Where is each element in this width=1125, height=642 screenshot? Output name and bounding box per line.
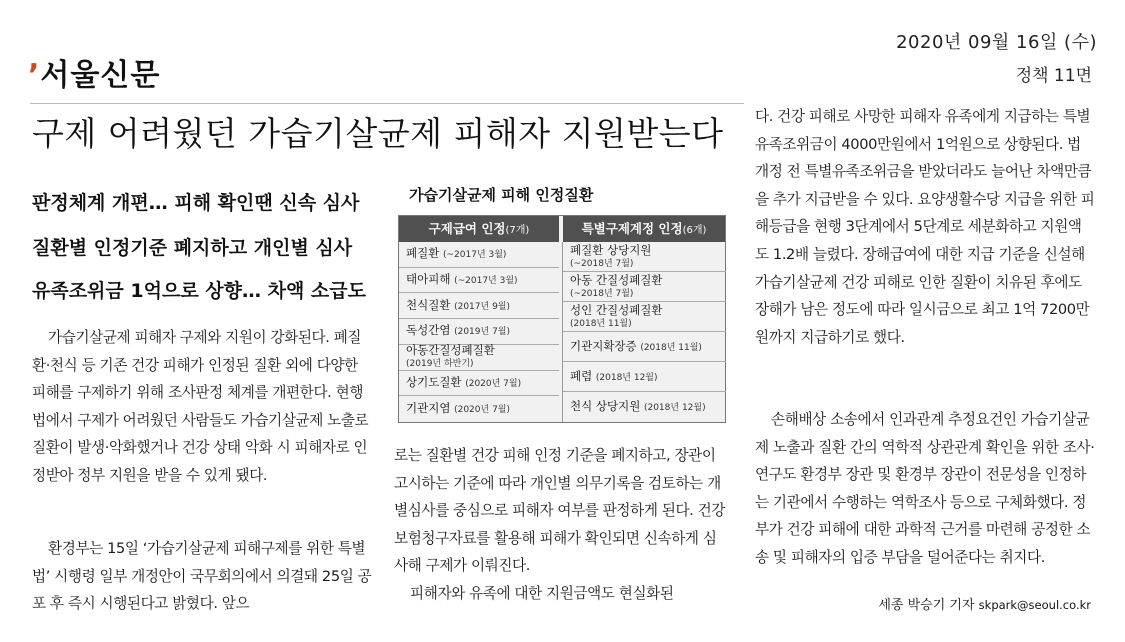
body-col3-para1: 다. 건강 피해로 사망한 피해자 유족에게 지급하는 특별유족조위금이 4000만원에서 1억원으로 상향된다. 법 개정 전 특별유족조위금을 받았더라도 늘어난 차액만큼을 추가 지급받을 수 있다. 요양생활수당 지급을 위한 피해등급을 현행 3단계에서 5단계로 세분화하고 지원액도 1.2배 늘렸다. 장해급여에 대한 지급 기준을 신설해 가습기살균제 건강 피해로 인한 질환이 치유된 후에도 장해가 남은 정도에 따라 일시금으로 최고 1억 7200만원까지 지급하기로 했다. [755,108,1095,346]
disease-name: 독성간염 [406,323,451,338]
subhead-2: 질환별 인정기준 폐지하고 개인별 심사 [32,237,353,259]
table-cell-right [563,242,726,272]
disease-date: (2018년 11월) [570,318,632,329]
section-page: 정책 11면 [1015,66,1092,86]
disease-name: 성인 간질성폐질환 [570,302,663,317]
disease-name: 아동 간질성폐질환 [570,272,663,287]
table-cell-right [563,362,726,392]
table-cell-right [563,332,726,362]
table-cell-right [563,272,726,302]
table-title: 가습기살균제 피해 인정질환 [409,186,594,204]
table-cell-left [399,396,559,422]
byline-email: skpark@seoul.co.kr [978,598,1091,612]
disease-date: (2019년 7월) [454,327,510,338]
disease-name: 아동간질성폐질환 [406,343,495,358]
disease-name: 폐질환 [406,246,440,261]
subhead-3: 유족조위금 1억으로 상향… 차액 소급도 [32,280,366,302]
headline: 구제 어려웠던 가습기살균제 피해자 지원받는다 [32,114,724,153]
disease-name: 천식 상당지원 [570,399,641,413]
newspaper-logo [28,50,160,94]
disease-name: 태아피해 [406,272,451,287]
body-col1-para1: 가습기살균제 피해자 구제와 지원이 강화된다. 폐질환·천식 등 기존 건강 피해가 인정된 질환 외에 다양한 피해를 구제하기 위해 조사판정 체계를 개편한다. 현행법에서 구제가 어려웠던 사람들도 가습기살균제 노출로 질환이 발생·악화했거나 건강 상태 악화 시 피해자로 인정받아 정부 지원을 받을 수 있게 됐다. [32,329,369,484]
disease-date: (2020년 7월) [454,405,510,416]
disease-date: (~2017년 3월) [442,250,507,261]
body-col2-para1: 로는 질환별 건강 피해 인정 기준을 폐지하고, 장관이 고시하는 기준에 따라 개인별 의무기록을 검토하는 개별심사를 중심으로 피해자 여부를 판정하게 된다. 건강보험청구자료를 활용해 피해가 확인되면 신속하게 심사해 구제가 이뤄진다. [394,447,726,575]
disease-name: 상기도질환 [406,374,462,389]
byline-name: 세종 박승기 기자 [878,598,975,613]
disease-date: (2018년 12월) [643,403,706,413]
disease-date: (2018년 12월) [595,372,658,383]
table-cell-right [563,302,726,332]
table-header-right: 특별구제계정 인정(6개) [563,216,725,242]
body-col2-para2: 피해자와 유족에 대한 지원금액도 현실화된 [410,585,674,602]
disease-date: (~2018년 7월) [570,288,634,299]
table-header-left: 구제급여 인정(7개) [399,216,559,242]
table-column-right [562,242,726,422]
table-cell-left [399,242,559,268]
table-cell-right [563,392,726,422]
table-cell-left [399,319,559,345]
headline-divider [30,103,744,104]
body-col3-para2: 손해배상 소송에서 인과관계 추정요건인 가습기살균제 노출과 질환 간의 역학적 상관관계 확인을 위한 조사·연구도 환경부 장관 및 환경부 장관이 전문성을 인정하는 기관에서 수행하는 역학조사 등으로 구체화했다. 정부가 건강 피해에 대한 과학적 근거를 마련해 공정한 소송 및 피해자의 입증 부담을 덜어준다는 취지다. [755,411,1095,566]
disease-date: (2020년 7월) [465,378,522,389]
table-cell-left [399,268,559,294]
byline [878,594,1091,613]
subhead-1: 판정체계 개편… 피해 확인땐 신속 심사 [32,192,360,214]
logo-mark: ’ [28,58,41,93]
disease-name: 폐질환 상당지원 [570,242,652,257]
disease-date: (~2018년 7월) [570,258,634,269]
publication-date: 2020년 09월 16일 (수) [896,32,1097,53]
disease-date: (2017년 9월) [454,301,510,312]
table-cell-left [399,293,559,319]
disease-table [398,215,726,423]
logo-text: 서울신문 [40,58,161,93]
disease-name: 기관지확장증 [570,338,637,353]
disease-date: (~2017년 3월) [454,276,518,287]
table-column-left [399,242,559,422]
disease-date: (2019년 하반기) [406,359,474,370]
disease-date: (2018년 11월) [640,342,702,353]
table-cell-left [399,371,559,397]
disease-name: 폐렴 [570,368,593,383]
table-cell-left [399,345,559,371]
disease-name: 천식질환 [406,297,451,312]
body-col1-para2: 환경부는 15일 ‘가습기살균제 피해구제를 위한 특별법’ 시행령 일부 개정안이 국무회의에서 의결돼 25일 공포 후 즉시 시행된다고 밝혔다. 앞으 [32,540,372,613]
disease-name: 기관지염 [406,401,451,416]
